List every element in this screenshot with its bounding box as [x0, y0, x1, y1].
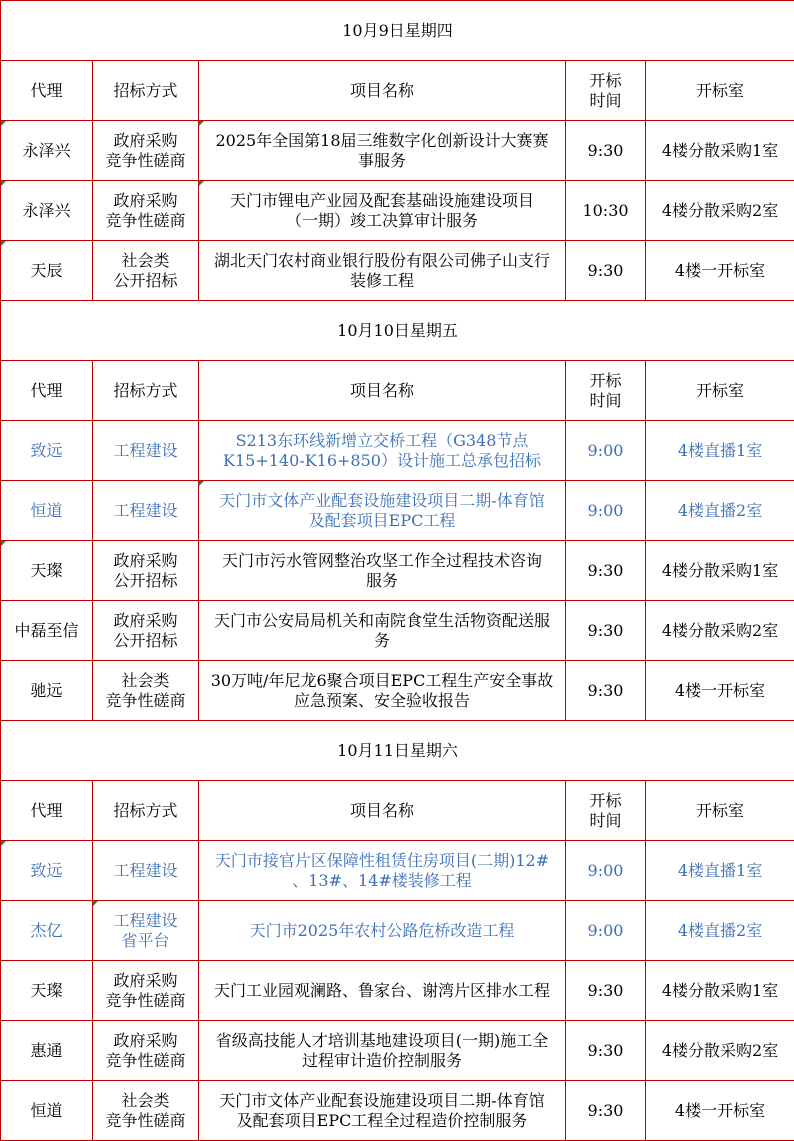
method-cell: 政府采购 竞争性磋商 — [93, 961, 199, 1021]
room-cell: 4楼直播1室 — [646, 421, 794, 481]
method-cell: 社会类 竞争性磋商 — [93, 1081, 199, 1141]
header-project: 项目名称 — [199, 361, 566, 421]
project-cell: 湖北天门农村商业银行股份有限公司佛子山支行 装修工程 — [199, 241, 566, 301]
table-row — [1, 181, 794, 241]
project-cell: 天门市锂电产业园及配套基础设施建设项目 （一期）竣工决算审计服务 — [199, 181, 566, 241]
table-row — [1, 841, 794, 901]
method-cell: 社会类 竞争性磋商 — [93, 661, 199, 721]
agent-cell: 恒道 — [1, 481, 93, 541]
time-cell: 9:30 — [566, 241, 646, 301]
project-cell: 天门市公安局局机关和南院食堂生活物资配送服 务 — [199, 601, 566, 661]
agent-cell: 恒道 — [1, 1081, 93, 1141]
table-row — [1, 121, 794, 181]
project-cell: 天门市污水管网整治攻坚工作全过程技术咨询 服务 — [199, 541, 566, 601]
project-cell: 省级高技能人才培训基地建设项目(一期)施工全 过程审计造价控制服务 — [199, 1021, 566, 1081]
table-row — [1, 901, 794, 961]
header-row — [1, 781, 794, 841]
header-room: 开标室 — [646, 781, 794, 841]
room-cell: 4楼一开标室 — [646, 661, 794, 721]
room-cell: 4楼分散采购1室 — [646, 961, 794, 1021]
agent-cell: 杰亿 — [1, 901, 93, 961]
project-cell: 天门市文体产业配套设施建设项目二期-体育馆 及配套项目EPC工程 — [199, 481, 566, 541]
project-cell: 天门工业园观澜路、鲁家台、谢湾片区排水工程 — [199, 961, 566, 1021]
header-project: 项目名称 — [199, 61, 566, 121]
day-title: 10月9日星期四 — [1, 1, 794, 61]
project-cell: 2025年全国第18届三维数字化创新设计大赛赛 事服务 — [199, 121, 566, 181]
header-time: 开标 时间 — [566, 781, 646, 841]
table-row — [1, 661, 794, 721]
room-cell: 4楼分散采购2室 — [646, 181, 794, 241]
room-cell: 4楼直播2室 — [646, 901, 794, 961]
method-cell: 工程建设 — [93, 481, 199, 541]
header-row — [1, 61, 794, 121]
agent-cell: 惠通 — [1, 1021, 93, 1081]
method-cell: 政府采购 竞争性磋商 — [93, 1021, 199, 1081]
time-cell: 9:00 — [566, 481, 646, 541]
method-cell: 工程建设 省平台 — [93, 901, 199, 961]
header-time: 开标 时间 — [566, 61, 646, 121]
room-cell: 4楼分散采购1室 — [646, 541, 794, 601]
table-row — [1, 1081, 794, 1141]
table-row — [1, 961, 794, 1021]
time-cell: 9:00 — [566, 901, 646, 961]
project-cell: 30万吨/年尼龙6聚合项目EPC工程生产安全事故 应急预案、安全验收报告 — [199, 661, 566, 721]
header-agent: 代理 — [1, 361, 93, 421]
day-title-row — [1, 301, 794, 361]
room-cell: 4楼直播2室 — [646, 481, 794, 541]
header-agent: 代理 — [1, 781, 93, 841]
project-cell: 天门市文体产业配套设施建设项目二期-体育馆 及配套项目EPC工程全过程造价控制服务 — [199, 1081, 566, 1141]
method-cell: 政府采购 公开招标 — [93, 541, 199, 601]
header-method: 招标方式 — [93, 361, 199, 421]
time-cell: 9:30 — [566, 1081, 646, 1141]
agent-cell: 中磊至信 — [1, 601, 93, 661]
table-row — [1, 241, 794, 301]
header-method: 招标方式 — [93, 781, 199, 841]
table-row — [1, 541, 794, 601]
room-cell: 4楼一开标室 — [646, 1081, 794, 1141]
table-row — [1, 421, 794, 481]
time-cell: 10:30 — [566, 181, 646, 241]
time-cell: 9:30 — [566, 121, 646, 181]
day-title-row — [1, 1, 794, 61]
header-agent: 代理 — [1, 61, 93, 121]
room-cell: 4楼直播1室 — [646, 841, 794, 901]
day-title: 10月11日星期六 — [1, 721, 794, 781]
method-cell: 政府采购 竞争性磋商 — [93, 121, 199, 181]
time-cell: 9:00 — [566, 841, 646, 901]
room-cell: 4楼分散采购2室 — [646, 1021, 794, 1081]
time-cell: 9:30 — [566, 661, 646, 721]
agent-cell: 致远 — [1, 841, 93, 901]
table-row — [1, 481, 794, 541]
time-cell: 9:30 — [566, 1021, 646, 1081]
method-cell: 社会类 公开招标 — [93, 241, 199, 301]
header-method: 招标方式 — [93, 61, 199, 121]
header-room: 开标室 — [646, 61, 794, 121]
agent-cell: 天璨 — [1, 961, 93, 1021]
header-project: 项目名称 — [199, 781, 566, 841]
method-cell: 工程建设 — [93, 421, 199, 481]
method-cell: 政府采购 公开招标 — [93, 601, 199, 661]
header-row — [1, 361, 794, 421]
agent-cell: 永泽兴 — [1, 181, 93, 241]
agent-cell: 致远 — [1, 421, 93, 481]
time-cell: 9:00 — [566, 421, 646, 481]
table-row — [1, 1021, 794, 1081]
room-cell: 4楼分散采购2室 — [646, 601, 794, 661]
time-cell: 9:30 — [566, 541, 646, 601]
method-cell: 工程建设 — [93, 841, 199, 901]
project-cell: 天门市接官片区保障性租赁住房项目(二期)12# 、13#、14#楼装修工程 — [199, 841, 566, 901]
project-cell: 天门市2025年农村公路危桥改造工程 — [199, 901, 566, 961]
project-cell: S213东环线新增立交桥工程（G348节点 K15+140-K16+850）设计施工总承包招标 — [199, 421, 566, 481]
room-cell: 4楼一开标室 — [646, 241, 794, 301]
time-cell: 9:30 — [566, 961, 646, 1021]
table-row — [1, 601, 794, 661]
day-title: 10月10日星期五 — [1, 301, 794, 361]
header-room: 开标室 — [646, 361, 794, 421]
method-cell: 政府采购 竞争性磋商 — [93, 181, 199, 241]
agent-cell: 天璨 — [1, 541, 93, 601]
day-title-row — [1, 721, 794, 781]
agent-cell: 驰远 — [1, 661, 93, 721]
agent-cell: 天辰 — [1, 241, 93, 301]
header-time: 开标 时间 — [566, 361, 646, 421]
time-cell: 9:30 — [566, 601, 646, 661]
room-cell: 4楼分散采购1室 — [646, 121, 794, 181]
agent-cell: 永泽兴 — [1, 121, 93, 181]
